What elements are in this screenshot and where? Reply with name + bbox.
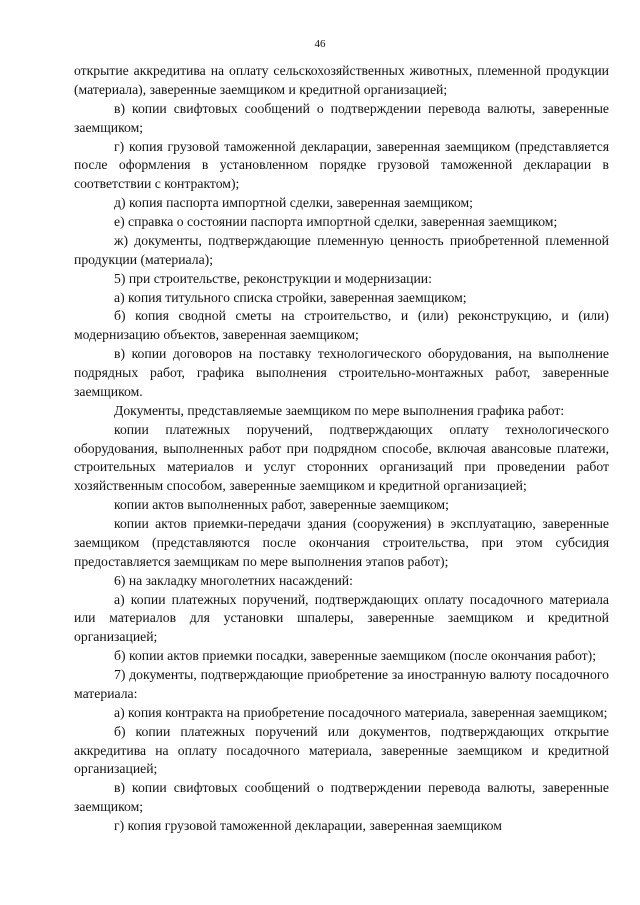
paragraph: ж) документы, подтверждающие племенную ценность приобретенной племенной продукции (материала); xyxy=(74,232,609,267)
paragraph: б) копия сводной сметы на строительство, и (или) реконструкцию, и (или) модернизацию объектов, заверенная заемщиком; xyxy=(74,308,609,343)
paragraph: копии актов приемки-передачи здания (сооружения) в эксплуатацию, заверенные заемщиком (представляются после окончания строительства, при этом субсидия предоставляется заемщикам по мере выполнения этапов работ); xyxy=(74,516,609,569)
paragraph: б) копии платежных поручений или документов, подтверждающих открытие аккредитива на оплату посадочного материала, заверенные заемщиком и кредитной организацией; xyxy=(74,723,609,777)
page-number: 46 xyxy=(314,38,326,50)
paragraph: б) копии актов приемки посадки, заверенные заемщиком (после окончания работ); xyxy=(114,648,597,664)
paragraph: открытие аккредитива на оплату сельскохозяйственных животных, племенной продукции (материала), заверенные заемщиком и кредитной организацией; xyxy=(74,63,609,97)
paragraph: г) копия грузовой таможенной декларации, заверенная заемщиком (представляется после оформления в установленном порядке грузовой таможенной декларации в соответствии с контрактом); xyxy=(74,138,609,192)
paragraph: 7) документы, подтверждающие приобретение за иностранную валюту посадочного материала: xyxy=(74,667,609,701)
paragraph: е) справка о состоянии паспорта импортной сделки, заверенная заемщиком; xyxy=(114,214,558,229)
paragraph: в) копии договоров на поставку технологического оборудования, на выполнение подрядных работ, графика выполнения строительно-монтажных работ, заверенные заемщиком. xyxy=(74,346,609,399)
paragraph: д) копия паспорта импортной сделки, заверенная заемщиком; xyxy=(114,195,473,211)
document-body xyxy=(74,62,609,836)
paragraph: в) копии свифтовых сообщений о подтверждении перевода валюты, заверенные заемщиком; xyxy=(74,780,609,815)
paragraph: а) копия контракта на приобретение посадочного материала, заверенная заемщиком; xyxy=(114,704,608,720)
paragraph: г) копия грузовой таможенной декларации, заверенная заемщиком xyxy=(114,818,502,833)
paragraph: а) копия титульного списка стройки, заверенная заемщиком; xyxy=(114,289,467,305)
paragraph: в) копии свифтовых сообщений о подтверждении перевода валюты, заверенные заемщиком; xyxy=(74,100,609,135)
paragraph: копии платежных поручений, подтверждающих оплату технологического оборудования, выполненных работ при подрядном способе, включая авансовые платежи, строительных материалов и услуг сторонних организаций при проведении работ хозяйственным способом, заверенные заемщиком и кредитной организацией; xyxy=(74,421,609,494)
paragraph: копии актов выполненных работ, заверенные заемщиком; xyxy=(114,497,449,513)
paragraph: Документы, представляемые заемщиком по мере выполнения графика работ: xyxy=(114,402,565,418)
paragraph: а) копии платежных поручений, подтверждающих оплату посадочного материала или материалов для установки шпалеры, заверенные заемщиком и кредитной организацией; xyxy=(74,591,609,645)
paragraph: 6) на закладку многолетних насаждений: xyxy=(114,572,353,588)
paragraph: 5) при строительстве, реконструкции и модернизации: xyxy=(114,270,432,286)
